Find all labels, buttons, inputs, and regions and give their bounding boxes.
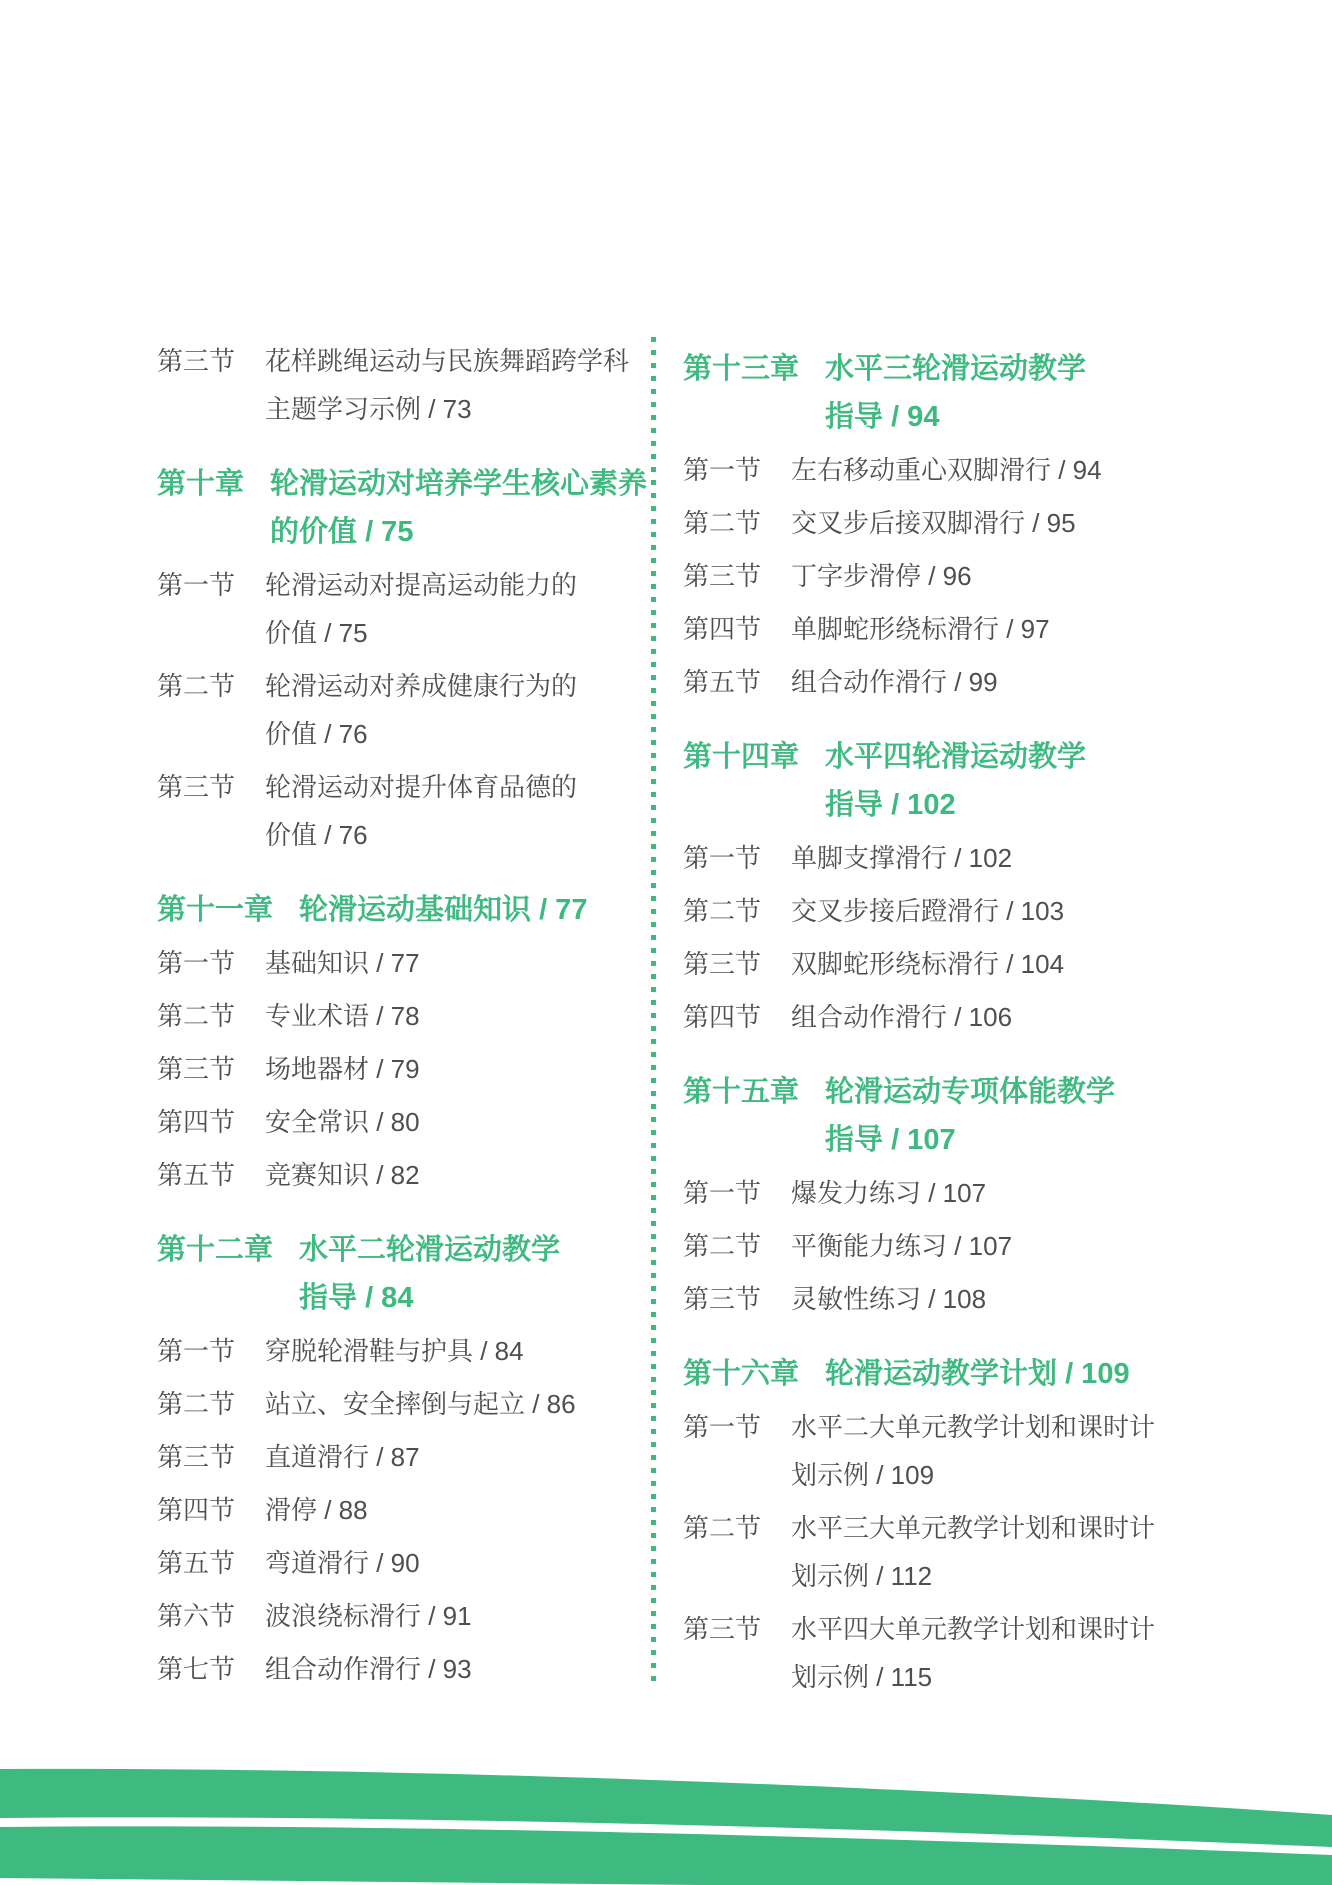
- entry-line: 花样跳绳运动与民族舞蹈跨学科: [265, 346, 630, 376]
- toc-section-entry: [683, 1169, 1268, 1217]
- entry-label: 第二节: [157, 1389, 236, 1419]
- entry-title: [825, 345, 1268, 441]
- entry-label: 第二节: [683, 1231, 762, 1261]
- entry-label: 第三节: [157, 1054, 236, 1084]
- toc-section-entry: [157, 1486, 669, 1534]
- entry-line: 单脚支撑滑行 / 102: [791, 843, 1013, 873]
- entry-title: [791, 552, 1268, 600]
- entry-line: 灵敏性练习 / 108: [791, 1284, 987, 1314]
- entry-line: 波浪绕标滑行 / 91: [265, 1601, 472, 1631]
- toc-section-entry: [683, 887, 1268, 935]
- entry-line: 滑停 / 88: [265, 1495, 368, 1525]
- entry-title: [791, 1403, 1268, 1499]
- entry-line: 左右移动重心双脚滑行 / 94: [791, 455, 1102, 485]
- toc-section-entry: [157, 992, 669, 1040]
- entry-title: [265, 662, 669, 758]
- entry-title: [270, 460, 669, 556]
- entry-line: 价值 / 76: [265, 820, 368, 850]
- toc-chapter-entry: [157, 460, 669, 556]
- entry-label: 第十二章: [157, 1234, 274, 1266]
- entry-title: [265, 1045, 669, 1093]
- entry-title: [265, 1098, 669, 1146]
- entry-label: 第三节: [157, 772, 236, 802]
- toc-section-entry: [683, 834, 1268, 882]
- entry-line: 安全常识 / 80: [265, 1107, 420, 1137]
- toc-section-entry: [157, 1433, 669, 1481]
- toc-section-entry: [683, 940, 1268, 988]
- entry-label: 第七节: [157, 1654, 236, 1684]
- entry-title: [791, 658, 1268, 706]
- toc-chapter-entry: [683, 345, 1268, 441]
- toc-section-entry: [683, 1222, 1268, 1270]
- toc-chapter-entry: [683, 1350, 1268, 1398]
- entry-label: 第三节: [157, 1442, 236, 1472]
- entry-title: [265, 337, 669, 433]
- entry-title: [791, 993, 1268, 1041]
- entry-label: 第一节: [157, 1336, 236, 1366]
- toc-column-right: [683, 345, 1268, 1706]
- entry-title: [791, 1169, 1268, 1217]
- bottom-wave-decoration: [0, 1765, 1332, 1885]
- toc-section-entry: [157, 337, 669, 433]
- entry-title: [825, 733, 1268, 829]
- entry-title: [791, 1504, 1268, 1600]
- toc-section-entry: [157, 1592, 669, 1640]
- entry-line: 水平二大单元教学计划和课时计: [791, 1412, 1156, 1442]
- entry-label: 第一节: [683, 455, 762, 485]
- entry-label: 第四节: [157, 1107, 236, 1137]
- toc-section-entry: [683, 446, 1268, 494]
- toc-section-entry: [683, 1275, 1268, 1323]
- entry-line: 划示例 / 112: [791, 1561, 933, 1591]
- entry-title: [791, 834, 1268, 882]
- toc-chapter-entry: [157, 1226, 669, 1322]
- entry-label: 第三节: [683, 1614, 762, 1644]
- entry-line: 水平三轮滑运动教学: [825, 353, 1087, 385]
- toc-section-entry: [157, 1045, 669, 1093]
- entry-title: [265, 939, 669, 987]
- entry-line: 的价值 / 75: [270, 516, 414, 548]
- entry-label: 第三节: [683, 949, 762, 979]
- entry-line: 站立、安全摔倒与起立 / 86: [265, 1389, 576, 1419]
- entry-title: [791, 605, 1268, 653]
- entry-line: 价值 / 76: [265, 719, 368, 749]
- entry-line: 轮滑运动对养成健康行为的: [265, 671, 578, 701]
- entry-label: 第六节: [157, 1601, 236, 1631]
- entry-line: 水平四轮滑运动教学: [825, 741, 1087, 773]
- entry-line: 水平二轮滑运动教学: [299, 1234, 561, 1266]
- toc-column-left: [157, 337, 669, 1698]
- entry-label: 第四节: [683, 614, 762, 644]
- toc-section-entry: [157, 1645, 669, 1693]
- entry-line: 轮滑运动专项体能教学: [825, 1076, 1116, 1108]
- entry-title: [265, 763, 669, 859]
- entry-line: 指导 / 94: [825, 401, 940, 433]
- entry-line: 丁字步滑停 / 96: [791, 561, 972, 591]
- entry-label: 第一节: [157, 948, 236, 978]
- entry-label: 第二节: [157, 671, 236, 701]
- entry-label: 第一节: [683, 1412, 762, 1442]
- entry-line: 水平四大单元教学计划和课时计: [791, 1614, 1156, 1644]
- entry-label: 第一节: [683, 843, 762, 873]
- entry-line: 单脚蛇形绕标滑行 / 97: [791, 614, 1050, 644]
- toc-chapter-entry: [157, 886, 669, 934]
- entry-line: 主题学习示例 / 73: [265, 394, 472, 424]
- entry-label: 第二节: [157, 1001, 236, 1031]
- entry-line: 场地器材 / 79: [265, 1054, 420, 1084]
- entry-label: 第五节: [157, 1548, 236, 1578]
- entry-label: 第十五章: [683, 1076, 800, 1108]
- entry-label: 第二节: [683, 1513, 762, 1543]
- entry-line: 专业术语 / 78: [265, 1001, 420, 1031]
- entry-title: [265, 1380, 669, 1428]
- entry-title: [791, 446, 1268, 494]
- toc-section-entry: [157, 1380, 669, 1428]
- toc-chapter-entry: [683, 733, 1268, 829]
- entry-line: 竞赛知识 / 82: [265, 1160, 420, 1190]
- entry-label: 第三节: [683, 561, 762, 591]
- toc-section-entry: [683, 552, 1268, 600]
- entry-label: 第三节: [683, 1284, 762, 1314]
- entry-line: 基础知识 / 77: [265, 948, 420, 978]
- entry-line: 组合动作滑行 / 99: [791, 667, 998, 697]
- entry-title: [791, 499, 1268, 547]
- entry-label: 第四节: [683, 1002, 762, 1032]
- entry-line: 弯道滑行 / 90: [265, 1548, 420, 1578]
- entry-label: 第一节: [683, 1178, 762, 1208]
- entry-label: 第五节: [683, 667, 762, 697]
- entry-line: 划示例 / 109: [791, 1460, 935, 1490]
- entry-label: 第十六章: [683, 1358, 800, 1390]
- entry-label: 第十章: [157, 468, 245, 500]
- entry-label: 第十四章: [683, 741, 800, 773]
- toc-section-entry: [157, 561, 669, 657]
- toc-section-entry: [683, 1504, 1268, 1600]
- entry-line: 直道滑行 / 87: [265, 1442, 420, 1472]
- entry-line: 指导 / 84: [299, 1282, 414, 1314]
- entry-line: 指导 / 102: [825, 789, 956, 821]
- entry-line: 爆发力练习 / 107: [791, 1178, 987, 1208]
- toc-section-entry: [157, 1151, 669, 1199]
- entry-title: [265, 1433, 669, 1481]
- entry-line: 轮滑运动教学计划 / 109: [825, 1358, 1130, 1390]
- entry-title: [265, 1486, 669, 1534]
- entry-title: [791, 1605, 1268, 1701]
- entry-title: [299, 1226, 669, 1322]
- entry-title: [299, 886, 669, 934]
- entry-line: 交叉步接后蹬滑行 / 103: [791, 896, 1065, 926]
- entry-line: 轮滑运动对提升体育品德的: [265, 772, 578, 802]
- entry-title: [825, 1068, 1268, 1164]
- entry-line: 划示例 / 115: [791, 1662, 933, 1692]
- entry-line: 交叉步后接双脚滑行 / 95: [791, 508, 1076, 538]
- entry-label: 第十一章: [157, 894, 274, 926]
- entry-label: 第一节: [157, 570, 236, 600]
- entry-line: 组合动作滑行 / 93: [265, 1654, 472, 1684]
- toc-section-entry: [157, 763, 669, 859]
- column-divider-dotted-line: [651, 337, 656, 1689]
- entry-title: [265, 1592, 669, 1640]
- entry-title: [791, 1275, 1268, 1323]
- entry-line: 组合动作滑行 / 106: [791, 1002, 1013, 1032]
- entry-line: 指导 / 107: [825, 1124, 956, 1156]
- entry-title: [791, 940, 1268, 988]
- entry-title: [825, 1350, 1268, 1398]
- entry-line: 价值 / 75: [265, 618, 368, 648]
- toc-section-entry: [683, 993, 1268, 1041]
- entry-title: [265, 1645, 669, 1693]
- entry-title: [265, 1327, 669, 1375]
- entry-label: 第十三章: [683, 353, 800, 385]
- entry-label: 第四节: [157, 1495, 236, 1525]
- toc-section-entry: [157, 1327, 669, 1375]
- toc-section-entry: [157, 939, 669, 987]
- entry-line: 水平三大单元教学计划和课时计: [791, 1513, 1156, 1543]
- entry-label: 第五节: [157, 1160, 236, 1190]
- toc-section-entry: [157, 1539, 669, 1587]
- toc-section-entry: [683, 1605, 1268, 1701]
- toc-section-entry: [683, 1403, 1268, 1499]
- toc-section-entry: [683, 658, 1268, 706]
- entry-line: 平衡能力练习 / 107: [791, 1231, 1013, 1261]
- toc-section-entry: [157, 662, 669, 758]
- entry-label: 第二节: [683, 896, 762, 926]
- toc-chapter-entry: [683, 1068, 1268, 1164]
- entry-title: [265, 992, 669, 1040]
- entry-title: [791, 887, 1268, 935]
- entry-line: 双脚蛇形绕标滑行 / 104: [791, 949, 1065, 979]
- toc-section-entry: [683, 499, 1268, 547]
- entry-line: 轮滑运动对提高运动能力的: [265, 570, 578, 600]
- entry-title: [265, 561, 669, 657]
- entry-line: 穿脱轮滑鞋与护具 / 84: [265, 1336, 524, 1366]
- entry-label: 第三节: [157, 346, 236, 376]
- entry-line: 轮滑运动基础知识 / 77: [299, 894, 588, 926]
- entry-title: [265, 1151, 669, 1199]
- entry-label: 第二节: [683, 508, 762, 538]
- entry-line: 轮滑运动对培养学生核心素养: [270, 468, 648, 500]
- toc-section-entry: [683, 605, 1268, 653]
- entry-title: [265, 1539, 669, 1587]
- toc-section-entry: [157, 1098, 669, 1146]
- entry-title: [791, 1222, 1268, 1270]
